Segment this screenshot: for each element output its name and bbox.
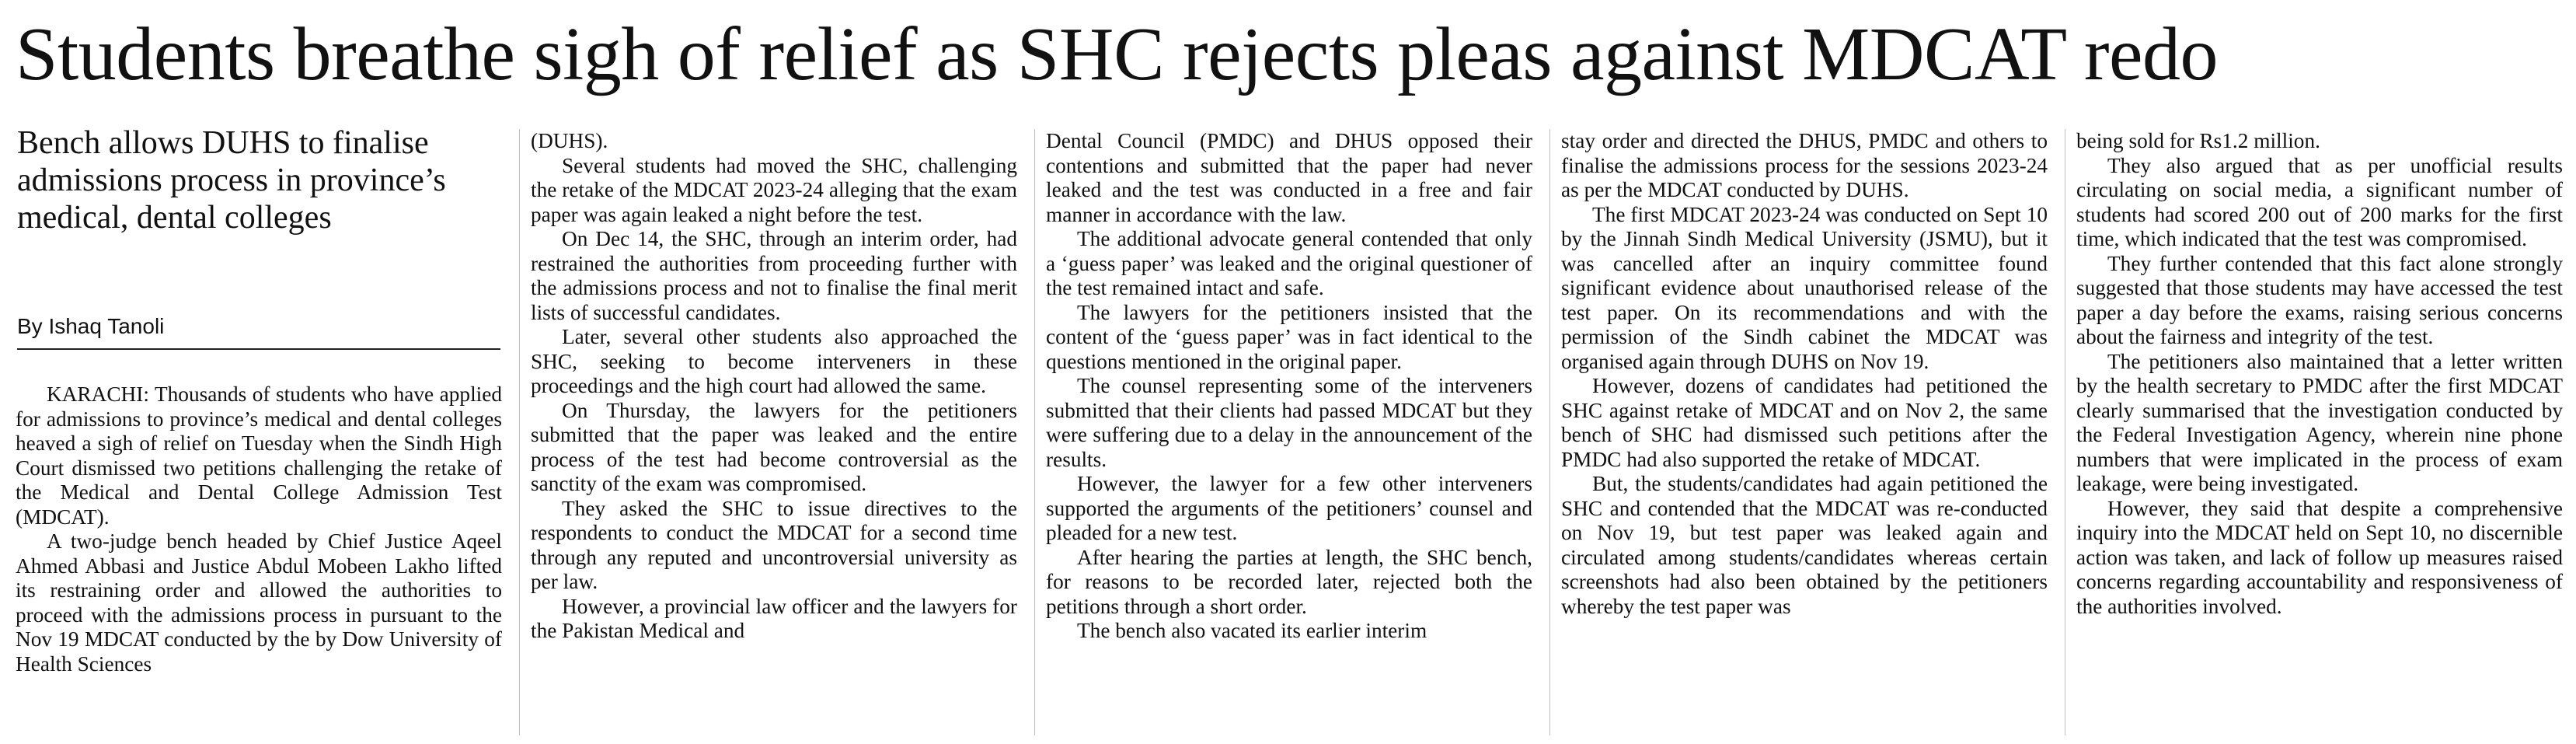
byline-divider [17, 348, 500, 350]
paragraph: The bench also vacated its earlier interim [1077, 619, 1427, 642]
paragraph: After hearing the parties at length, the SHC bench, for reasons to be recorded later, rejected both the petitions through a short order. [1046, 545, 1532, 618]
paragraph: On Thursday, the lawyers for the petitioners submitted that the paper was leaked and the entire process of the test had become controversial as the sanctity of the exam was compromised. [531, 398, 1017, 495]
byline: By Ishaq Tanoli [17, 314, 165, 338]
paragraph: However, dozens of candidates had petitioned the SHC against retake of MDCAT and on Nov 2, the same bench of SHC had dismissed such petitions after the PMDC had also supported the retake of MDCAT. [1561, 374, 2048, 471]
paragraph: However, a provincial law officer and the lawyers for the Pakistan Medical and [531, 594, 1017, 642]
article-column-3 [1046, 129, 1532, 644]
paragraph: being sold for Rs1.2 million. [2076, 129, 2320, 152]
paragraph: The first MDCAT 2023-24 was conducted on Sept 10 by the Jinnah Sindh Medical University (JSMU), but it was cancelled after an inquiry committee found significant evidence about unauthorised release of the test paper. On its recommendations and with the permission of the Sindh cabinet the MDCAT was organised again through DUHS on Nov 19. [1561, 202, 2048, 373]
headline: Students breathe sigh of relief as SHC rejects pleas against MDCAT redo [16, 12, 2219, 96]
paragraph: But, the students/candidates had again petitioned the SHC and contended that the MDCAT was re-conducted on Nov 19, but test paper was leaked again and circulated among students/candidates whereas certain screenshots had also been obtained by the petitioners whereby the test paper was [1561, 472, 2048, 618]
paragraph: They further contended that this fact alone strongly suggested that those students may have accessed the test paper a day before the exams, raising serious concerns about the fairness and integrity of the test. [2076, 251, 2563, 348]
paragraph: A two-judge bench headed by Chief Justice Aqeel Ahmed Abbasi and Justice Abdul Mobeen Lakho lifted its restraining order and allowed the authorities to proceed with the admissions process in pursuant to the Nov 19 MDCAT conducted by the by Dow University of Health Sciences [16, 529, 502, 676]
paragraph: However, they said that despite a comprehensive inquiry into the MDCAT held on Sept 10, no discernible action was taken, and lack of follow up measures raised concerns regarding accountability and responsiveness of the authorities involved. [2076, 496, 2563, 618]
paragraph: The lawyers for the petitioners insisted that the content of the ‘guess paper’ was in fact identical to the questions mentioned in the original paper. [1046, 300, 1532, 373]
column-divider [519, 129, 520, 735]
article-column-5 [2076, 129, 2563, 619]
paragraph: They also argued that as per unofficial results circulating on social media, a significant number of students had scored 200 out of 200 marks for the first time, which indicated that the test was compromised. [2076, 153, 2563, 250]
article-column-4 [1561, 129, 2048, 619]
column-divider [1034, 129, 1035, 735]
paragraph: On Dec 14, the SHC, through an interim order, had restrained the authorities from proceeding further with the admissions process and not to finalise the final merit lists of successful candidates. [531, 227, 1017, 324]
paragraph: The counsel representing some of the interveners submitted that their clients had passed MDCAT but they were suffering due to a delay in the announcement of the results. [1046, 374, 1532, 471]
paragraph: The additional advocate general contended that only a ‘guess paper’ was leaked and the original questioner of the test remained intact and safe. [1046, 227, 1532, 299]
paragraph: (DUHS). [531, 129, 608, 152]
article-column-1 [16, 382, 502, 732]
paragraph: Later, several other students also approached the SHC, seeking to become interveners in these proceedings and the high court had allowed the same. [531, 325, 1017, 397]
paragraph: However, the lawyer for a few other interveners supported the arguments of the petitioners’ counsel and pleaded for a new test. [1046, 472, 1532, 544]
paragraph: The petitioners also maintained that a letter written by the health secretary to PMDC after the first MDCAT clearly summarised that the investigation conducted by the Federal Investigation Agency, wherein nine phone numbers that were implicated in the process of exam leakage, were being investigated. [2076, 349, 2563, 495]
deck-subheadline: Bench allows DUHS to finalise admissions process in province’s medical, dental colleges [17, 125, 446, 236]
paragraph: Several students had moved the SHC, challenging the retake of the MDCAT 2023-24 alleging that the exam paper was again leaked a night before the test. [531, 153, 1017, 226]
column-divider [1549, 129, 1550, 735]
article-column-2 [531, 129, 1017, 644]
paragraph: KARACHI: Thousands of students who have applied for admissions to province’s medical and dental colleges heaved a sigh of relief on Tuesday when the Sindh High Court dismissed two petitions challenging the retake of the Medical and Dental College Admission Test (MDCAT). [16, 382, 502, 529]
paragraph: They asked the SHC to issue directives to the respondents to conduct the MDCAT for a second time through any reputed and uncontroversial university as per law. [531, 496, 1017, 593]
paragraph: stay order and directed the DHUS, PMDC and others to finalise the admissions process for the sessions 2023-24 as per the MDCAT conducted by DUHS. [1561, 129, 2048, 201]
paragraph: Dental Council (PMDC) and DHUS opposed their contentions and submitted that the paper had never leaked and the test was conducted in a free and fair manner in accordance with the law. [1046, 129, 1532, 226]
